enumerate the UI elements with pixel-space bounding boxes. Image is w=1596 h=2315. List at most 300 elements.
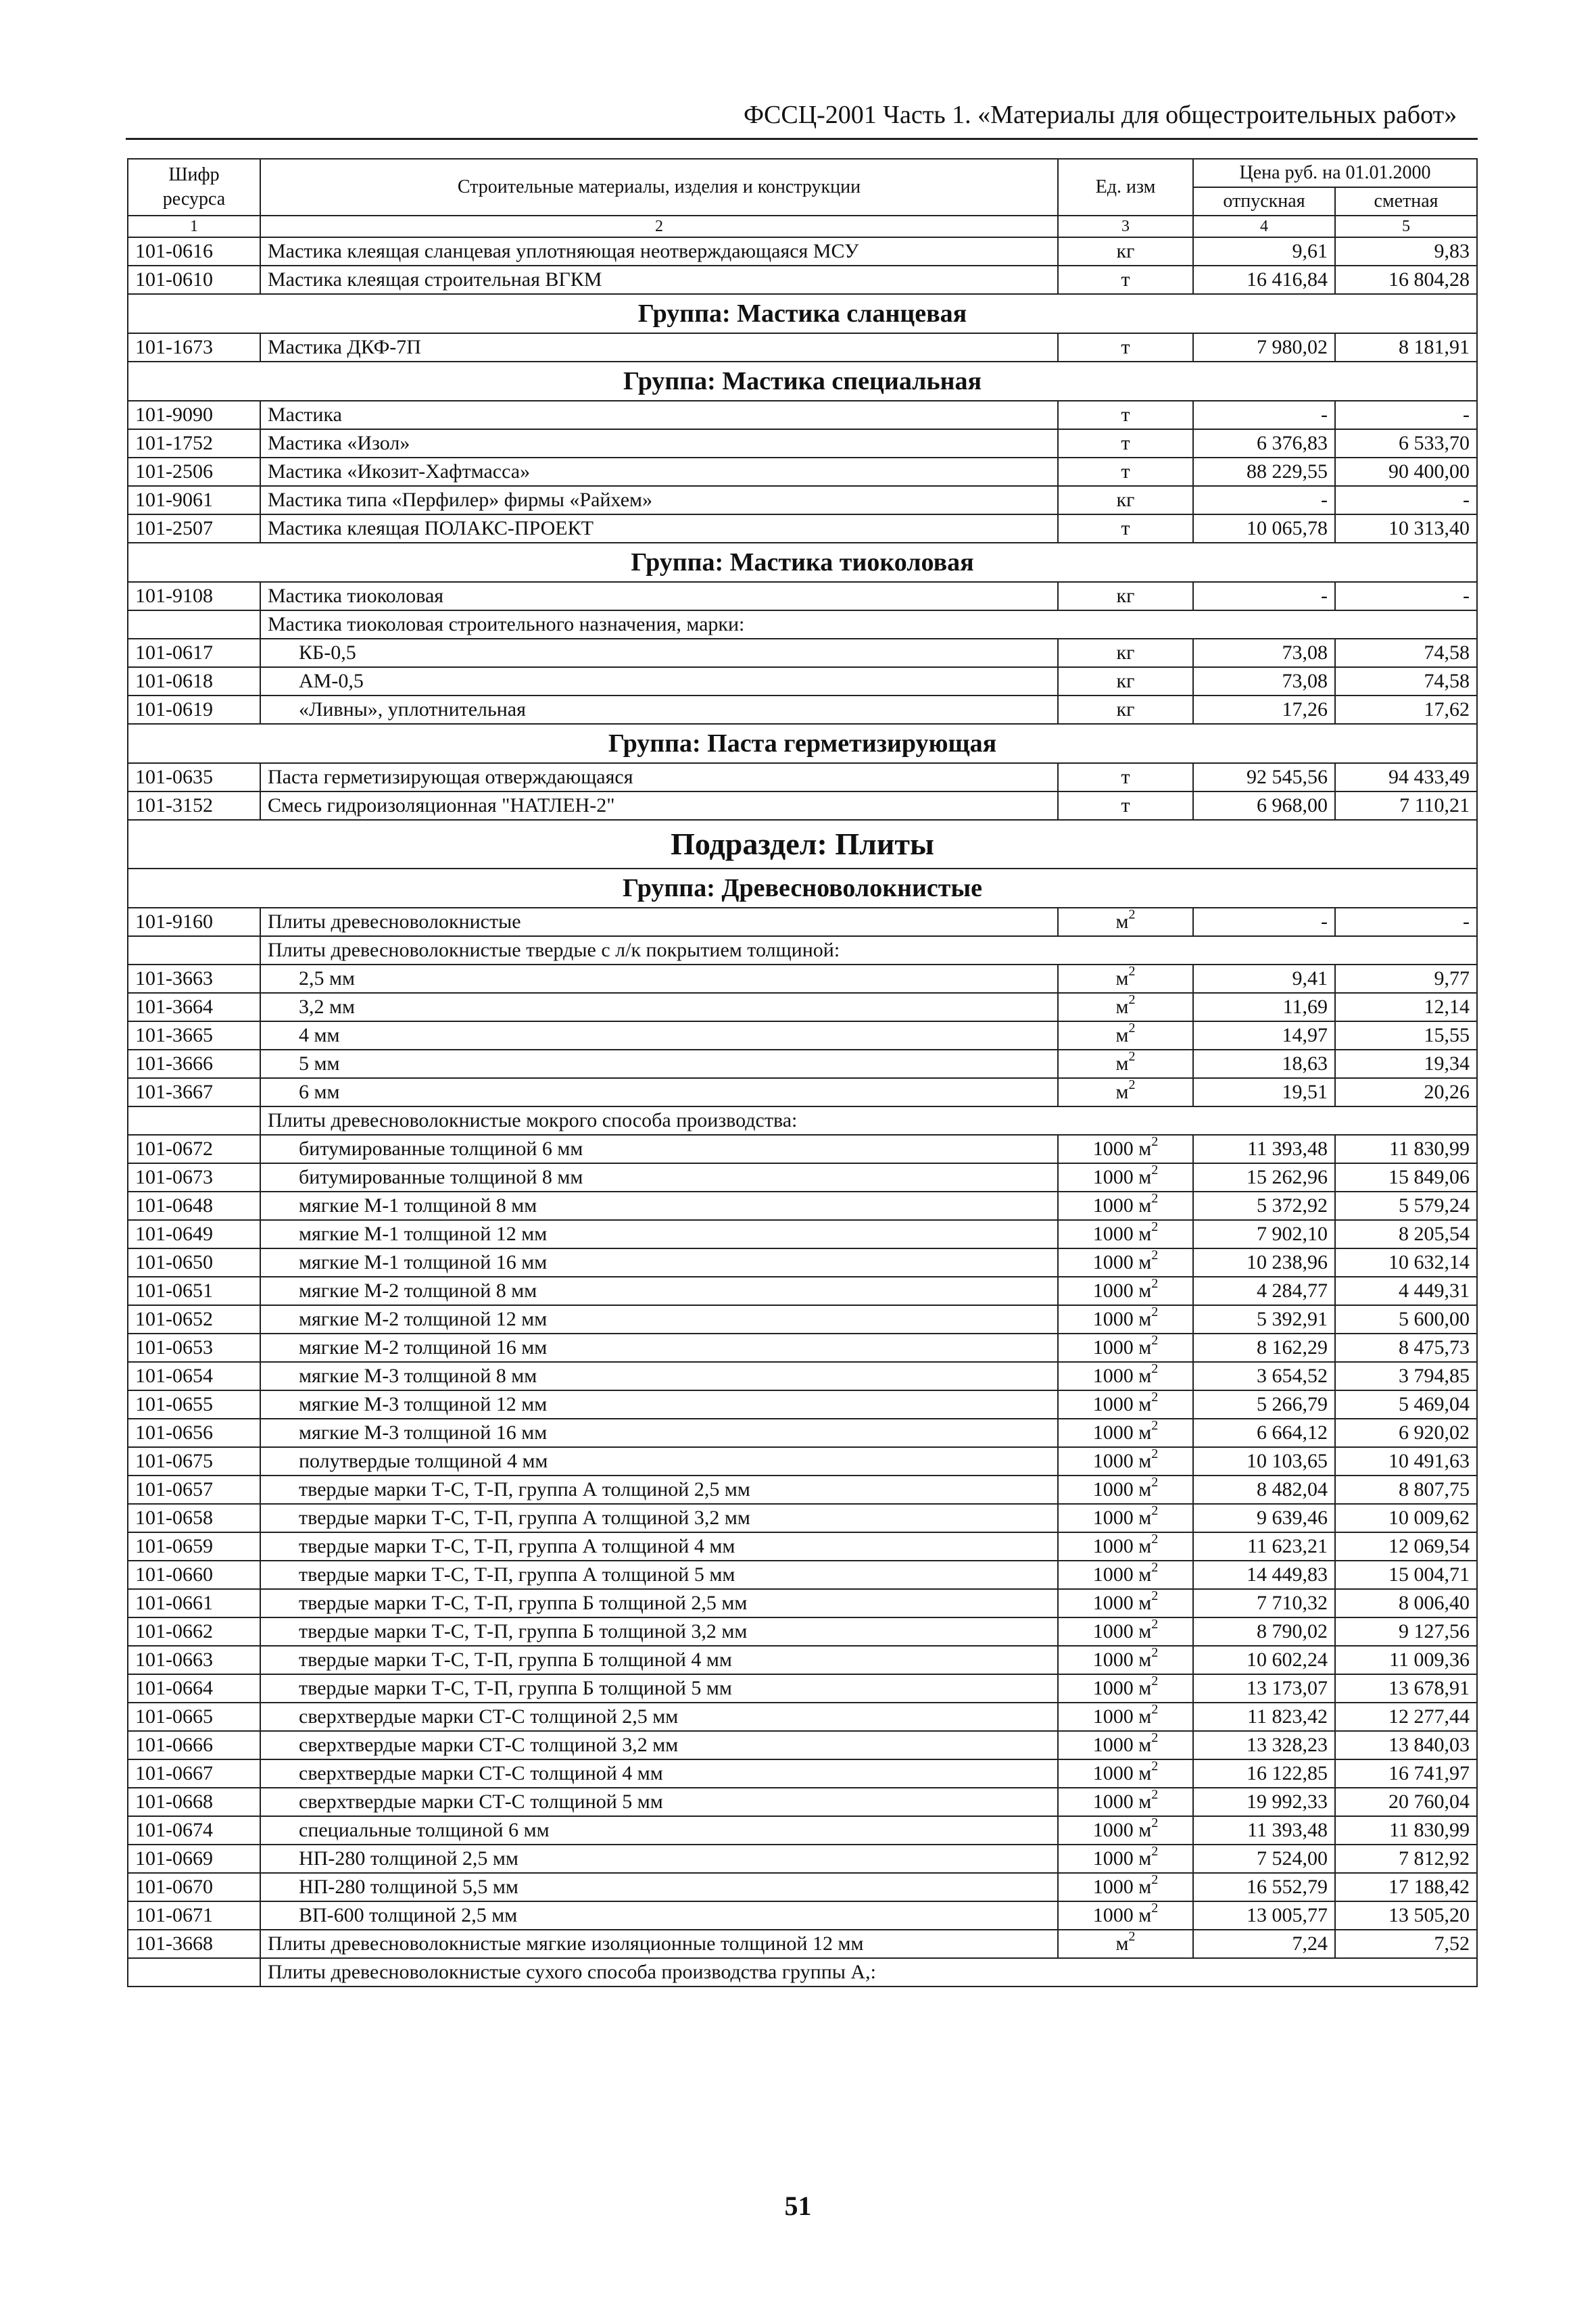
material-name-cell: Смесь гидроизоляционная "НАТЛЕН-2" <box>260 791 1058 820</box>
col-header-price-group: Цена руб. на 01.01.2000 <box>1193 159 1477 187</box>
estimate-price-cell: 94 433,49 <box>1335 763 1477 791</box>
material-name-cell: мягкие М-1 толщиной 8 мм <box>260 1192 1058 1220</box>
unit-text: м <box>1115 1052 1129 1075</box>
estimate-price-cell: 74,58 <box>1335 667 1477 696</box>
material-name-cell: мягкие М-3 толщиной 16 мм <box>260 1419 1058 1447</box>
subheading-text: Плиты древесноволокнистые твердые с л/к покрытием толщиной: <box>260 936 1477 965</box>
resource-code-cell: 101-9108 <box>128 582 260 610</box>
release-price-cell: 11 623,21 <box>1193 1532 1335 1561</box>
estimate-price-cell: - <box>1335 582 1477 610</box>
release-price-cell: 11 393,48 <box>1193 1816 1335 1845</box>
col-header-price-estimate: сметная <box>1335 187 1477 216</box>
material-name-cell: КБ-0,5 <box>260 639 1058 667</box>
material-name-cell: ВП-600 толщиной 2,5 мм <box>260 1901 1058 1930</box>
estimate-price-cell: 12 069,54 <box>1335 1532 1477 1561</box>
estimate-price-cell: 9,83 <box>1335 237 1477 266</box>
unit-cell <box>1058 696 1193 724</box>
unit-cell <box>1058 1476 1193 1504</box>
resource-code-cell: 101-9061 <box>128 486 260 514</box>
table-row <box>128 1703 1477 1731</box>
material-name-cell: Мастика клеящая сланцевая уплотняющая неотверждающаяся МСУ <box>260 237 1058 266</box>
release-price-cell: 92 545,56 <box>1193 763 1335 791</box>
resource-code-cell: 101-0651 <box>128 1277 260 1305</box>
unit-text: 1000 м <box>1092 1535 1152 1557</box>
unit-cell <box>1058 486 1193 514</box>
unit-text: 1000 м <box>1092 1705 1152 1728</box>
unit-text: 1000 м <box>1092 1478 1152 1501</box>
unit-text: 1000 м <box>1092 1847 1152 1870</box>
release-price-cell: 16 122,85 <box>1193 1759 1335 1788</box>
unit-cell <box>1058 1703 1193 1731</box>
estimate-price-cell: 13 505,20 <box>1335 1901 1477 1930</box>
material-name-cell: твердые марки Т-С, Т-П, группа Б толщиной 2,5 мм <box>260 1589 1058 1617</box>
unit-text: 1000 м <box>1092 1876 1152 1898</box>
material-name-cell: Паста герметизирующая отверждающаяся <box>260 763 1058 791</box>
resource-code-cell: 101-0675 <box>128 1447 260 1476</box>
estimate-price-cell: 9 127,56 <box>1335 1617 1477 1646</box>
unit-text: кг <box>1116 585 1135 607</box>
release-price-cell: 7 710,32 <box>1193 1589 1335 1617</box>
subheading-row <box>128 936 1477 965</box>
material-name-cell: сверхтвердые марки СТ-С толщиной 3,2 мм <box>260 1731 1058 1759</box>
group-heading-row <box>128 294 1477 333</box>
estimate-price-cell: 8 807,75 <box>1335 1476 1477 1504</box>
group-heading-row <box>128 869 1477 908</box>
estimate-price-cell: 16 804,28 <box>1335 266 1477 294</box>
table-row <box>128 1788 1477 1816</box>
table-row <box>128 1390 1477 1419</box>
price-table-body <box>128 237 1477 1987</box>
unit-cell <box>1058 1447 1193 1476</box>
resource-code-cell: 101-3664 <box>128 993 260 1021</box>
resource-code-cell: 101-0671 <box>128 1901 260 1930</box>
unit-cell <box>1058 1334 1193 1362</box>
resource-code-cell: 101-0655 <box>128 1390 260 1419</box>
unit-exponent: 2 <box>1151 1589 1159 1603</box>
unit-exponent: 2 <box>1151 1759 1159 1774</box>
material-name-cell: мягкие М-1 толщиной 12 мм <box>260 1220 1058 1248</box>
material-name-cell: Мастика типа «Перфилер» фирмы «Райхем» <box>260 486 1058 514</box>
estimate-price-cell: 19,34 <box>1335 1050 1477 1078</box>
resource-code-cell: 101-0660 <box>128 1561 260 1589</box>
table-row <box>128 1617 1477 1646</box>
material-name-cell: НП-280 толщиной 2,5 мм <box>260 1845 1058 1873</box>
resource-code-cell: 101-2506 <box>128 458 260 486</box>
col-number: 5 <box>1335 216 1477 237</box>
release-price-cell: 9,41 <box>1193 965 1335 993</box>
release-price-cell: 8 162,29 <box>1193 1334 1335 1362</box>
table-row <box>128 1930 1477 1958</box>
resource-code-cell: 101-0674 <box>128 1816 260 1845</box>
section-heading-row <box>128 820 1477 869</box>
unit-text: кг <box>1116 698 1135 721</box>
resource-code-cell: 101-0617 <box>128 639 260 667</box>
unit-text: кг <box>1116 240 1135 262</box>
unit-cell <box>1058 1220 1193 1248</box>
unit-exponent: 2 <box>1128 1050 1136 1064</box>
table-row <box>128 1419 1477 1447</box>
unit-cell <box>1058 763 1193 791</box>
release-price-cell: 10 238,96 <box>1193 1248 1335 1277</box>
unit-cell <box>1058 1390 1193 1419</box>
table-row <box>128 667 1477 696</box>
unit-exponent: 2 <box>1151 1277 1159 1291</box>
unit-cell <box>1058 1731 1193 1759</box>
estimate-price-cell: 8 181,91 <box>1335 333 1477 362</box>
resource-code-cell: 101-0667 <box>128 1759 260 1788</box>
unit-cell <box>1058 908 1193 936</box>
material-name-cell: сверхтвердые марки СТ-С толщиной 5 мм <box>260 1788 1058 1816</box>
unit-exponent: 2 <box>1151 1135 1159 1149</box>
table-row <box>128 1248 1477 1277</box>
resource-code-cell: 101-0616 <box>128 237 260 266</box>
unit-cell <box>1058 1163 1193 1192</box>
unit-exponent: 2 <box>1128 1078 1136 1092</box>
release-price-cell: 6 968,00 <box>1193 791 1335 820</box>
unit-cell <box>1058 1277 1193 1305</box>
unit-cell <box>1058 1873 1193 1901</box>
col-header-unit: Ед. изм <box>1058 159 1193 216</box>
estimate-price-cell: 11 009,36 <box>1335 1646 1477 1674</box>
resource-code-cell: 101-0658 <box>128 1504 260 1532</box>
unit-text: т <box>1121 336 1130 358</box>
unit-exponent: 2 <box>1151 1731 1159 1745</box>
resource-code-cell: 101-0649 <box>128 1220 260 1248</box>
release-price-cell: 11 393,48 <box>1193 1135 1335 1163</box>
price-table <box>127 158 1478 1987</box>
resource-code-cell: 101-2507 <box>128 514 260 543</box>
estimate-price-cell: 4 449,31 <box>1335 1277 1477 1305</box>
resource-code-cell: 101-0657 <box>128 1476 260 1504</box>
subheading-row <box>128 1106 1477 1135</box>
unit-cell <box>1058 1589 1193 1617</box>
release-price-cell: 5 392,91 <box>1193 1305 1335 1334</box>
estimate-price-cell: 5 579,24 <box>1335 1192 1477 1220</box>
unit-cell <box>1058 1845 1193 1873</box>
unit-text: 1000 м <box>1092 1450 1152 1472</box>
col-header-price-release: отпускная <box>1193 187 1335 216</box>
resource-code-cell: 101-0610 <box>128 266 260 294</box>
release-price-cell: 14 449,83 <box>1193 1561 1335 1589</box>
table-row <box>128 1816 1477 1845</box>
material-name-cell: АМ-0,5 <box>260 667 1058 696</box>
unit-text: 1000 м <box>1092 1904 1152 1926</box>
table-row <box>128 1476 1477 1504</box>
estimate-price-cell: - <box>1335 401 1477 429</box>
estimate-price-cell: 5 469,04 <box>1335 1390 1477 1419</box>
unit-text: т <box>1121 794 1130 817</box>
resource-code-cell: 101-0665 <box>128 1703 260 1731</box>
unit-text: кг <box>1116 641 1135 664</box>
release-price-cell: - <box>1193 401 1335 429</box>
resource-code-cell: 101-0662 <box>128 1617 260 1646</box>
release-price-cell: 8 482,04 <box>1193 1476 1335 1504</box>
unit-text: м <box>1115 1024 1129 1046</box>
table-row <box>128 1504 1477 1532</box>
material-name-cell: твердые марки Т-С, Т-П, группа А толщиной 2,5 мм <box>260 1476 1058 1504</box>
resource-code-cell: 101-3667 <box>128 1078 260 1106</box>
resource-code-cell: 101-0673 <box>128 1163 260 1192</box>
unit-text: м <box>1115 996 1129 1018</box>
table-row <box>128 1163 1477 1192</box>
unit-exponent: 2 <box>1151 1703 1159 1717</box>
unit-cell <box>1058 1135 1193 1163</box>
estimate-price-cell: 10 009,62 <box>1335 1504 1477 1532</box>
material-name-cell: Плиты древесноволокнистые мягкие изоляционные толщиной 12 мм <box>260 1930 1058 1958</box>
material-name-cell: Мастика клеящая ПОЛАКС-ПРОЕКТ <box>260 514 1058 543</box>
resource-code-cell: 101-1752 <box>128 429 260 458</box>
resource-code-cell: 101-0618 <box>128 667 260 696</box>
release-price-cell: 88 229,55 <box>1193 458 1335 486</box>
table-row <box>128 696 1477 724</box>
estimate-price-cell: 7,52 <box>1335 1930 1477 1958</box>
table-row <box>128 1135 1477 1163</box>
release-price-cell: 16 552,79 <box>1193 1873 1335 1901</box>
table-row <box>128 458 1477 486</box>
table-row <box>128 1589 1477 1617</box>
resource-code-cell: 101-0650 <box>128 1248 260 1277</box>
unit-cell <box>1058 791 1193 820</box>
unit-exponent: 2 <box>1128 908 1136 922</box>
table-row <box>128 639 1477 667</box>
table-row <box>128 333 1477 362</box>
estimate-price-cell: 11 830,99 <box>1335 1135 1477 1163</box>
table-row <box>128 791 1477 820</box>
release-price-cell: 73,08 <box>1193 667 1335 696</box>
estimate-price-cell: 74,58 <box>1335 639 1477 667</box>
unit-text: т <box>1121 404 1130 426</box>
release-price-cell: 18,63 <box>1193 1050 1335 1078</box>
unit-cell <box>1058 1021 1193 1050</box>
estimate-price-cell: 20 760,04 <box>1335 1788 1477 1816</box>
col-number: 1 <box>128 216 260 237</box>
material-name-cell: Мастика «Изол» <box>260 429 1058 458</box>
material-name-cell: мягкие М-2 толщиной 12 мм <box>260 1305 1058 1334</box>
material-name-cell: 5 мм <box>260 1050 1058 1078</box>
table-row <box>128 763 1477 791</box>
release-price-cell: 13 173,07 <box>1193 1674 1335 1703</box>
release-price-cell: - <box>1193 582 1335 610</box>
unit-exponent: 2 <box>1151 1532 1159 1546</box>
table-row <box>128 1021 1477 1050</box>
release-price-cell: 5 266,79 <box>1193 1390 1335 1419</box>
release-price-cell: 19 992,33 <box>1193 1788 1335 1816</box>
table-row <box>128 965 1477 993</box>
estimate-price-cell: 9,77 <box>1335 965 1477 993</box>
release-price-cell: 6 664,12 <box>1193 1419 1335 1447</box>
material-name-cell: мягкие М-2 толщиной 16 мм <box>260 1334 1058 1362</box>
estimate-price-cell: 10 313,40 <box>1335 514 1477 543</box>
unit-cell <box>1058 266 1193 294</box>
release-price-cell: 4 284,77 <box>1193 1277 1335 1305</box>
table-row <box>128 1731 1477 1759</box>
unit-text: 1000 м <box>1092 1280 1152 1302</box>
estimate-price-cell: - <box>1335 908 1477 936</box>
unit-exponent: 2 <box>1151 1447 1159 1461</box>
material-name-cell: твердые марки Т-С, Т-П, группа А толщиной 5 мм <box>260 1561 1058 1589</box>
release-price-cell: 10 103,65 <box>1193 1447 1335 1476</box>
unit-exponent: 2 <box>1151 1561 1159 1575</box>
unit-exponent: 2 <box>1151 1248 1159 1263</box>
unit-text: м <box>1115 910 1129 933</box>
empty-code-cell <box>128 1958 260 1987</box>
table-row <box>128 1192 1477 1220</box>
estimate-price-cell: 12,14 <box>1335 993 1477 1021</box>
material-name-cell: мягкие М-1 толщиной 16 мм <box>260 1248 1058 1277</box>
material-name-cell: полутвердые толщиной 4 мм <box>260 1447 1058 1476</box>
unit-cell <box>1058 965 1193 993</box>
table-row <box>128 1220 1477 1248</box>
unit-cell <box>1058 1930 1193 1958</box>
resource-code-cell: 101-0663 <box>128 1646 260 1674</box>
resource-code-cell: 101-0670 <box>128 1873 260 1901</box>
unit-exponent: 2 <box>1151 1419 1159 1433</box>
unit-text: 1000 м <box>1092 1251 1152 1273</box>
group-heading: Группа: Паста герметизирующая <box>128 724 1477 763</box>
material-name-cell: Мастика тиоколовая <box>260 582 1058 610</box>
release-price-cell: 7 524,00 <box>1193 1845 1335 1873</box>
material-name-cell: специальные толщиной 6 мм <box>260 1816 1058 1845</box>
resource-code-cell: 101-0659 <box>128 1532 260 1561</box>
material-name-cell: мягкие М-3 толщиной 12 мм <box>260 1390 1058 1419</box>
group-heading: Группа: Мастика тиоколовая <box>128 543 1477 582</box>
resource-code-cell: 101-3666 <box>128 1050 260 1078</box>
table-row <box>128 1334 1477 1362</box>
resource-code-cell: 101-0669 <box>128 1845 260 1873</box>
release-price-cell: 6 376,83 <box>1193 429 1335 458</box>
resource-code-cell: 101-0672 <box>128 1135 260 1163</box>
empty-code-cell <box>128 610 260 639</box>
unit-text: т <box>1121 460 1130 483</box>
unit-cell <box>1058 1617 1193 1646</box>
group-heading: Группа: Мастика специальная <box>128 362 1477 401</box>
estimate-price-cell: 20,26 <box>1335 1078 1477 1106</box>
table-row <box>128 1674 1477 1703</box>
unit-text: т <box>1121 268 1130 291</box>
estimate-price-cell: 10 632,14 <box>1335 1248 1477 1277</box>
unit-text: кг <box>1116 489 1135 511</box>
group-heading: Группа: Древесноволокнистые <box>128 869 1477 908</box>
material-name-cell: твердые марки Т-С, Т-П, группа Б толщиной 4 мм <box>260 1646 1058 1674</box>
release-price-cell: 9,61 <box>1193 237 1335 266</box>
release-price-cell: 8 790,02 <box>1193 1617 1335 1646</box>
unit-exponent: 2 <box>1151 1873 1159 1887</box>
material-name-cell: твердые марки Т-С, Т-П, группа Б толщиной 5 мм <box>260 1674 1058 1703</box>
table-row <box>128 1873 1477 1901</box>
table-row <box>128 993 1477 1021</box>
material-name-cell: Плиты древесноволокнистые <box>260 908 1058 936</box>
unit-text: 1000 м <box>1092 1194 1152 1217</box>
material-name-cell: 3,2 мм <box>260 993 1058 1021</box>
release-price-cell: 19,51 <box>1193 1078 1335 1106</box>
resource-code-cell: 101-3152 <box>128 791 260 820</box>
unit-cell <box>1058 582 1193 610</box>
unit-exponent: 2 <box>1151 1845 1159 1859</box>
table-row <box>128 486 1477 514</box>
unit-cell <box>1058 639 1193 667</box>
unit-cell <box>1058 1419 1193 1447</box>
unit-text: 1000 м <box>1092 1421 1152 1444</box>
unit-exponent: 2 <box>1151 1504 1159 1518</box>
release-price-cell: 17,26 <box>1193 696 1335 724</box>
unit-exponent: 2 <box>1151 1901 1159 1916</box>
unit-text: м <box>1115 1932 1129 1955</box>
unit-text: 1000 м <box>1092 1592 1152 1614</box>
estimate-price-cell: 90 400,00 <box>1335 458 1477 486</box>
unit-cell <box>1058 401 1193 429</box>
empty-code-cell <box>128 1106 260 1135</box>
resource-code-cell: 101-0666 <box>128 1731 260 1759</box>
unit-text: 1000 м <box>1092 1762 1152 1784</box>
material-name-cell: Мастика клеящая строительная ВГКМ <box>260 266 1058 294</box>
col-header-code: Шифр ресурса <box>128 159 260 216</box>
estimate-price-cell: 8 205,54 <box>1335 1220 1477 1248</box>
unit-cell <box>1058 1788 1193 1816</box>
unit-exponent: 2 <box>1128 1021 1136 1035</box>
table-row <box>128 1078 1477 1106</box>
unit-exponent: 2 <box>1151 1617 1159 1632</box>
unit-cell <box>1058 1504 1193 1532</box>
material-name-cell: твердые марки Т-С, Т-П, группа А толщиной 3,2 мм <box>260 1504 1058 1532</box>
table-row <box>128 1050 1477 1078</box>
estimate-price-cell: 16 741,97 <box>1335 1759 1477 1788</box>
unit-exponent: 2 <box>1151 1476 1159 1490</box>
col-number: 4 <box>1193 216 1335 237</box>
unit-exponent: 2 <box>1151 1646 1159 1660</box>
release-price-cell: 13 005,77 <box>1193 1901 1335 1930</box>
material-name-cell: твердые марки Т-С, Т-П, группа А толщиной 4 мм <box>260 1532 1058 1561</box>
resource-code-cell: 101-9090 <box>128 401 260 429</box>
estimate-price-cell: 8 475,73 <box>1335 1334 1477 1362</box>
table-row <box>128 1277 1477 1305</box>
resource-code-cell: 101-0654 <box>128 1362 260 1390</box>
subheading-text: Плиты древесноволокнистые сухого способа производства группы А,: <box>260 1958 1477 1987</box>
table-row <box>128 266 1477 294</box>
unit-cell <box>1058 1078 1193 1106</box>
unit-exponent: 2 <box>1151 1362 1159 1376</box>
estimate-price-cell: 6 533,70 <box>1335 429 1477 458</box>
col-number: 3 <box>1058 216 1193 237</box>
unit-cell <box>1058 1532 1193 1561</box>
estimate-price-cell: 6 920,02 <box>1335 1419 1477 1447</box>
estimate-price-cell: 8 006,40 <box>1335 1589 1477 1617</box>
resource-code-cell: 101-9160 <box>128 908 260 936</box>
table-row <box>128 1561 1477 1589</box>
table-row <box>128 1901 1477 1930</box>
release-price-cell: 5 372,92 <box>1193 1192 1335 1220</box>
group-heading-row <box>128 543 1477 582</box>
unit-cell <box>1058 333 1193 362</box>
table-row <box>128 1532 1477 1561</box>
unit-exponent: 2 <box>1151 1674 1159 1688</box>
unit-exponent: 2 <box>1151 1334 1159 1348</box>
unit-cell <box>1058 1901 1193 1930</box>
material-name-cell: битумированные толщиной 6 мм <box>260 1135 1058 1163</box>
unit-exponent: 2 <box>1151 1192 1159 1206</box>
resource-code-cell: 101-1673 <box>128 333 260 362</box>
release-price-cell: 7,24 <box>1193 1930 1335 1958</box>
material-name-cell: 2,5 мм <box>260 965 1058 993</box>
unit-text: 1000 м <box>1092 1308 1152 1330</box>
estimate-price-cell: 7 110,21 <box>1335 791 1477 820</box>
page-number: 51 <box>784 2191 812 2221</box>
unit-cell <box>1058 993 1193 1021</box>
estimate-price-cell: - <box>1335 486 1477 514</box>
release-price-cell: 16 416,84 <box>1193 266 1335 294</box>
release-price-cell: - <box>1193 486 1335 514</box>
unit-cell <box>1058 237 1193 266</box>
resource-code-cell: 101-3665 <box>128 1021 260 1050</box>
